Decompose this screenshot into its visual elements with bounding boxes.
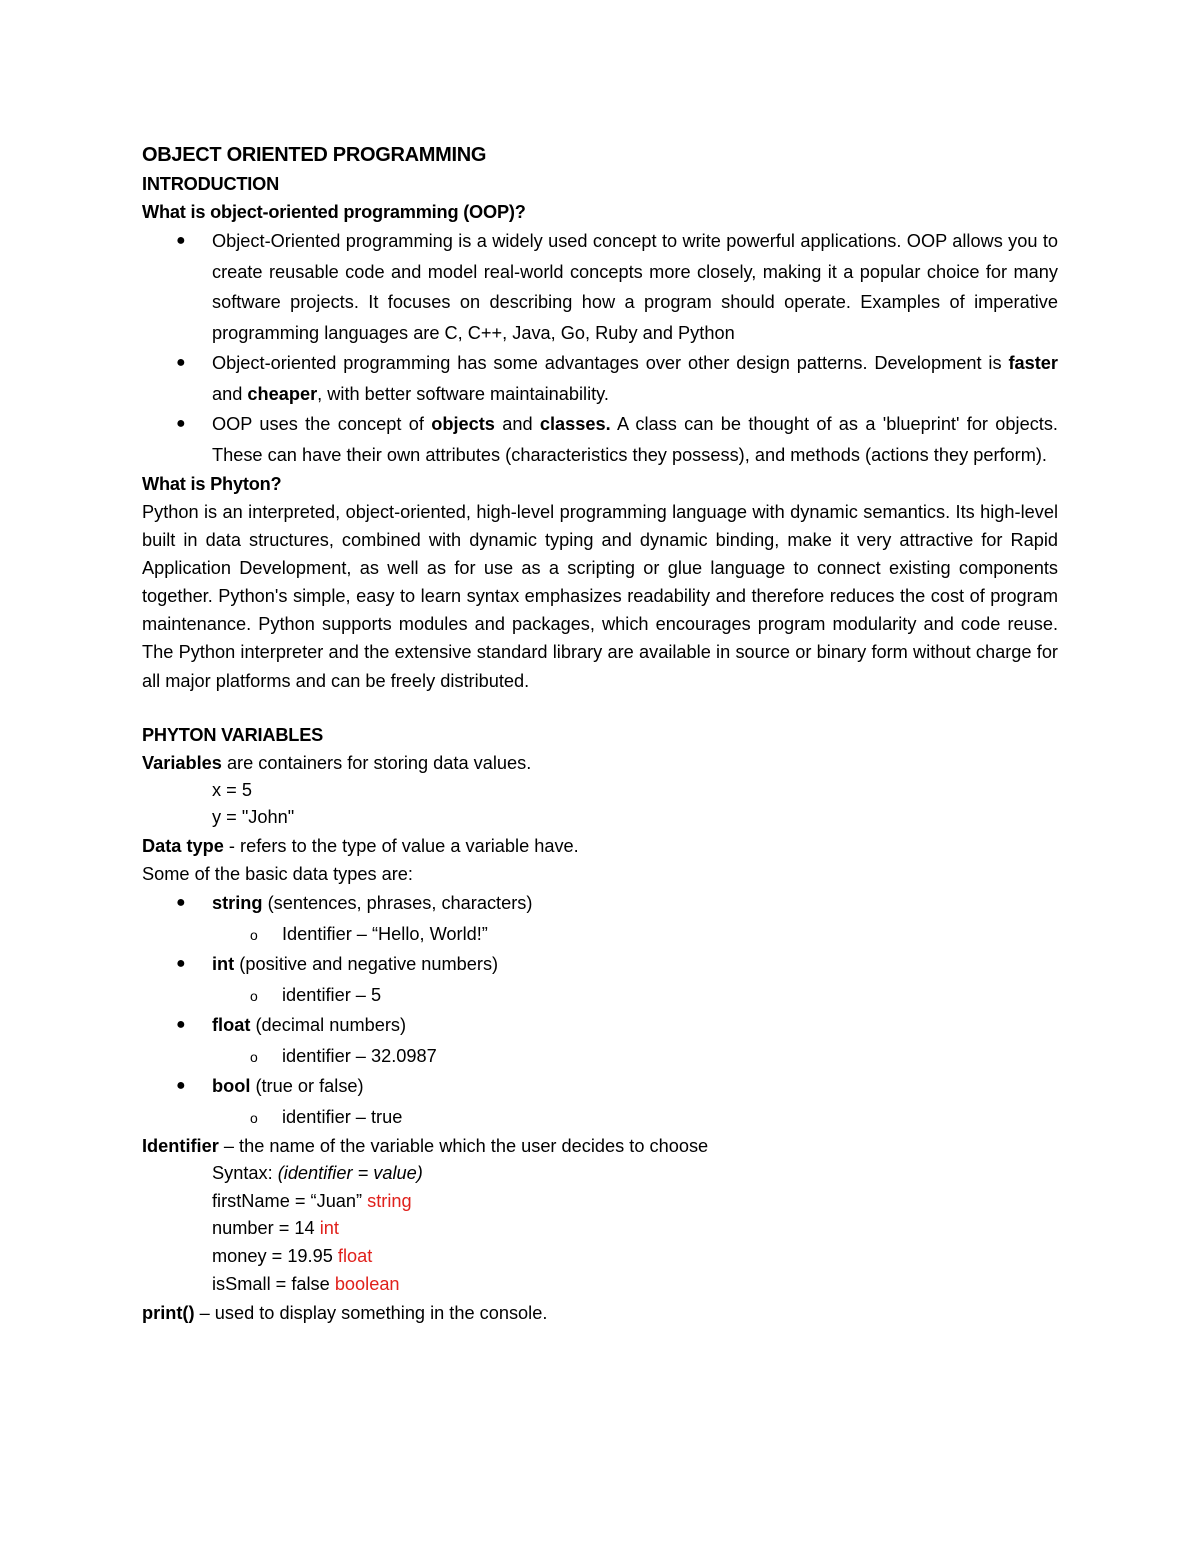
basic-types-intro: Some of the basic data types are:	[142, 864, 413, 885]
spacer	[142, 695, 1058, 721]
list-item	[142, 1010, 1058, 1041]
list-item	[142, 348, 1058, 409]
python-paragraph: Python is an interpreted, object-oriented, high-level programming language with dynamic semantics. Its high-level built in data structures, combined with dynamic typing and dynamic binding, make it very attractive for Rapid Application Development, as well as for use as a scripting or glue language to connect existing components together. Python's simple, easy to learn syntax emphasizes readability and therefore reduces the cost of program maintenance. Python supports modules and packages, which encourages program modularity and code reuse. The Python interpreter and the extensive standard library are available in source or binary form without charge for all major platforms and can be freely distributed.	[142, 502, 1058, 691]
list-item	[142, 1071, 1058, 1102]
type-label: boolean	[334, 1273, 400, 1294]
type-bool: bool (true or false)	[212, 1076, 364, 1097]
type-float: float (decimal numbers)	[212, 1015, 407, 1036]
circle-bullet-icon: o	[250, 1109, 258, 1126]
oop-bullet-3-text: OOP uses the concept of objects and classes. A class can be thought of as a 'blueprint' for objects. These can have their own attributes (characteristics they possess), and methods (actions they perform).	[212, 414, 1058, 465]
cheaper-term: cheaper	[247, 383, 318, 404]
print-definition: print() – used to display something in the console.	[142, 1302, 548, 1323]
python-question-heading: What is Phyton?	[142, 474, 282, 494]
datatype-definition: Data type - refers to the type of value a variable have.	[142, 836, 579, 857]
example-x: x = 5	[212, 779, 252, 800]
classes-term: classes.	[539, 414, 611, 434]
objects-term: objects	[431, 414, 495, 434]
print-term: print()	[142, 1302, 195, 1323]
bullet-icon: ●	[176, 1077, 186, 1095]
circle-bullet-icon: o	[250, 1048, 258, 1065]
circle-bullet-icon: o	[250, 987, 258, 1004]
code-example-string: firstName = “Juan” string	[212, 1190, 412, 1211]
type-label: float	[337, 1246, 373, 1267]
type-int: int (positive and negative numbers)	[212, 954, 499, 975]
list-item	[142, 1102, 1058, 1133]
circle-bullet-icon: o	[250, 926, 258, 943]
oop-bullet-2-text: Object-oriented programming has some advantages over other design patterns. Development is faster and cheaper, with better software maintainability.	[212, 353, 1058, 404]
oop-question-heading: What is object-oriented programming (OOP)?	[142, 202, 526, 222]
identifier-definition: Identifier – the name of the variable which the user decides to choose	[142, 1136, 709, 1157]
list-item	[142, 919, 1058, 950]
type-label: int	[319, 1218, 339, 1239]
list-item	[142, 226, 1058, 348]
document-page	[142, 140, 1058, 1327]
faster-term: faster	[1008, 353, 1058, 373]
code-example-int: number = 14 int	[212, 1218, 339, 1239]
type-bool-example: o identifier – true	[142, 1102, 1058, 1133]
bullet-icon: ●	[176, 1016, 186, 1034]
list-item	[142, 980, 1058, 1011]
datatype-term: Data type	[142, 836, 224, 857]
bullet-icon: ●	[176, 955, 186, 973]
variables-definition: Variables are containers for storing data values.	[142, 752, 532, 773]
example-y: y = "John"	[212, 807, 295, 828]
list-item	[142, 409, 1058, 470]
type-string-example: o Identifier – “Hello, World!”	[142, 919, 1058, 950]
type-int-example: o identifier – 5	[142, 980, 1058, 1011]
oop-bullet-list	[142, 226, 1058, 470]
bullet-icon: ●	[176, 894, 186, 912]
list-item	[142, 888, 1058, 919]
identifier-term: Identifier	[142, 1136, 219, 1157]
variables-term: Variables	[142, 752, 222, 773]
bullet-icon: ●	[176, 354, 186, 371]
oop-bullet-1-text: Object-Oriented programming is a widely used concept to write powerful applications. OOP allows you to create reusable code and model real-world concepts more closely, making it a popular choice for many software projects. It focuses on describing how a program should operate. Examples of imperative programming languages are C, C++, Java, Go, Ruby and Python	[212, 231, 1058, 343]
type-string: string (sentences, phrases, characters)	[212, 893, 533, 914]
document-title: OBJECT ORIENTED PROGRAMMING	[142, 144, 487, 166]
bullet-icon: ●	[176, 415, 186, 432]
list-item	[142, 949, 1058, 980]
intro-heading: INTRODUCTION	[142, 174, 280, 194]
code-example-float: money = 19.95 float	[212, 1246, 373, 1267]
syntax-line: Syntax: (identifier = value)	[212, 1163, 423, 1184]
bullet-icon: ●	[176, 232, 186, 249]
code-example-boolean: isSmall = false boolean	[212, 1273, 400, 1294]
list-item	[142, 1041, 1058, 1072]
variables-heading: PHYTON VARIABLES	[142, 724, 324, 745]
data-types-list	[142, 888, 1058, 1132]
type-label: string	[367, 1190, 412, 1211]
type-float-example: o identifier – 32.0987	[142, 1041, 1058, 1072]
